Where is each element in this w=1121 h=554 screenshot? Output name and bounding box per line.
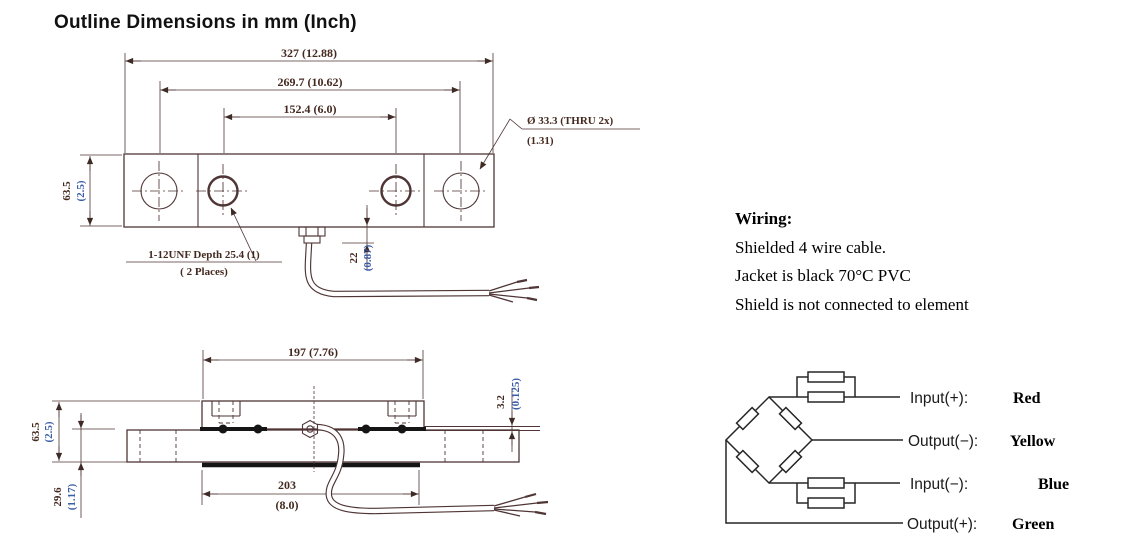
lower-in-label: (1.17) — [66, 483, 78, 511]
dim-gap — [495, 378, 522, 452]
dim-327-label: 327 (12.88) — [281, 46, 337, 60]
gap-in-label: (0.125) — [510, 377, 522, 411]
through-holes — [141, 173, 479, 209]
wiring-line-2: Jacket is black 70°C PVC — [735, 266, 911, 285]
side-lower-block — [127, 430, 519, 465]
cable-side-view — [303, 421, 549, 517]
cable-top-view — [299, 227, 539, 302]
page-title: Outline Dimensions in mm (Inch) — [54, 12, 357, 33]
dim-197 — [203, 345, 423, 399]
dim-327 — [125, 46, 493, 153]
input-plus-label: Input(+): — [910, 390, 969, 407]
input-plus-color: Red — [1013, 390, 1041, 407]
output-plus-color: Green — [1012, 516, 1055, 533]
input-minus-branch — [769, 478, 900, 508]
input-minus-label: Input(−): — [910, 476, 969, 493]
input-plus-branch — [769, 372, 900, 402]
bridge-labels — [907, 390, 1069, 533]
dim-height-side-view — [30, 401, 200, 462]
hole-centerlines — [132, 161, 488, 221]
diameter-label-line2: (1.31) — [527, 135, 554, 147]
wiring-line-3: Shield is not connected to element — [735, 294, 969, 314]
gland-mm-label: 22 — [348, 252, 360, 264]
diameter-callout — [480, 115, 640, 169]
bridge-circuit — [726, 372, 1069, 533]
input-minus-color: Blue — [1038, 476, 1070, 493]
dim-203-mm-label: 203 — [278, 478, 296, 492]
side-view — [30, 345, 548, 518]
side-height-mm-label: 63.5 — [30, 422, 42, 442]
thread-label-line2: ( 2 Places) — [180, 266, 228, 278]
dim-gland-protrusion — [342, 205, 374, 271]
wiring-line-1: Shielded 4 wire cable. — [735, 237, 887, 257]
dim-152-label: 152.4 (6.0) — [283, 102, 337, 116]
frayed-wires-side — [494, 494, 548, 516]
frayed-wires-top — [489, 280, 539, 302]
output-minus-color: Yellow — [1010, 433, 1056, 450]
gap-mm-label: 3.2 — [495, 395, 507, 409]
top-view — [61, 46, 640, 302]
dim-203-in-label: (8.0) — [275, 498, 299, 512]
wiring-note — [735, 205, 969, 319]
top-view-body-outline — [124, 154, 494, 227]
diameter-label-line1: Ø 33.3 (THRU 2x) — [527, 115, 614, 127]
dim-lower-height — [52, 413, 115, 518]
thread-callout — [126, 208, 282, 278]
dim-height-top-view — [61, 155, 122, 226]
dim-269-label: 269.7 (10.62) — [277, 75, 343, 89]
bridge-resistors — [737, 408, 802, 473]
cable-gland-top — [299, 227, 325, 243]
gland-in-label: (0.87) — [362, 244, 374, 272]
top-height-in-label: (2.5) — [75, 180, 87, 202]
top-height-mm-label: 63.5 — [61, 181, 73, 201]
output-plus-label: Output(+): — [907, 516, 978, 533]
wheatstone-diamond — [726, 397, 812, 483]
dim-152 — [224, 102, 396, 153]
dim-203 — [202, 470, 419, 512]
dim-197-label: 197 (7.76) — [288, 345, 338, 359]
output-minus-label: Output(−): — [908, 433, 979, 450]
side-upper-plate — [202, 401, 424, 429]
lower-mm-label: 29.6 — [52, 487, 64, 507]
wiring-heading: Wiring: — [735, 209, 793, 228]
thread-label-line1: 1-12UNF Depth 25.4 (1) — [148, 249, 260, 261]
side-height-in-label: (2.5) — [43, 421, 55, 443]
